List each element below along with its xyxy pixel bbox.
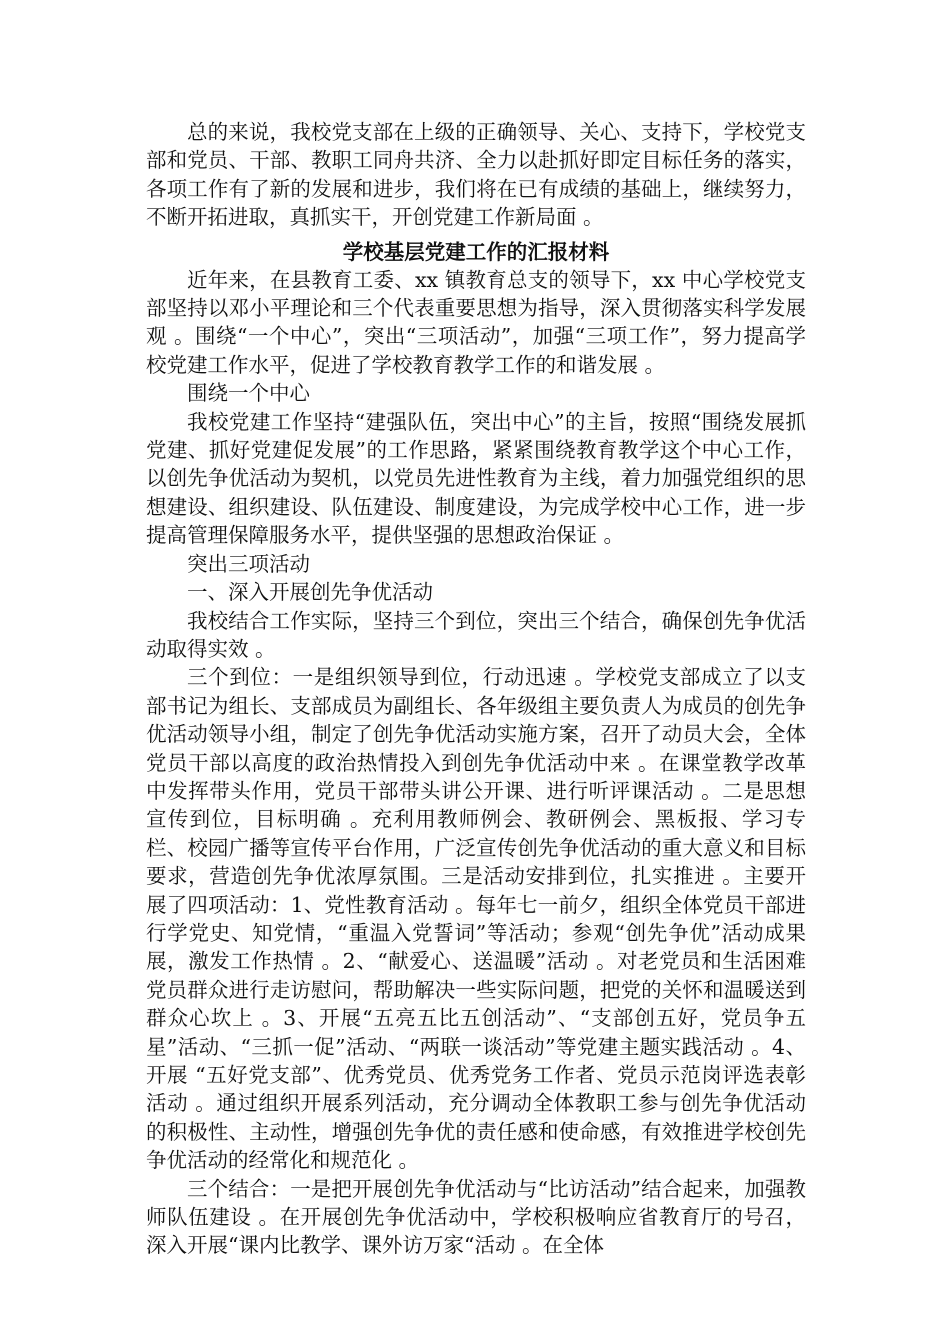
document-page <box>146 118 806 1260</box>
paragraph-three-combinations: 三个结合：一是把开展创先争优活动与“比访活动”结合起来，加强教师队伍建设 。在开展创先争优活动中，学校积极响应省教育厅的号召，深入开展“课内比教学、课外访万家“活动 。在全体 <box>146 1176 806 1258</box>
document-title: 学校基层党建工作的汇报材料 <box>342 239 610 264</box>
paragraph-three-in-place: 三个到位：一是组织领导到位，行动迅速 。学校党支部成立了以支部书记为组长、支部成员为副组长、各年级组主要负责人为成员的创先争优活动领导小组，制定了创先争优活动实施方案，召开了动员大会，全体党员干部以高度的政治热情投入到创先争优活动中来 。在课堂教学改革中发挥带头作用，党员干部带头讲公开课、进行听评课活动 。二是思想宣传到位，目标明确 。充利用教师例会、教研例会、黑板报、学习专栏、校园广播等宣传平台作用，广泛宣传创先争优活动的重大意义和目标要求，营造创先争优浓厚氛围。三是活动安排到位，扎实推进 。主要开展了四项活动：1、党性教育活动 。每年七一前夕，组织全体党员干部进行学党史、知党情，“重温入党誓词”等活动；参观“创先争优”活动成果展，激发工作热情 。2、“献爱心、送温暖”活动 。对老党员和生活困难党员群众进行走访慰问，帮助解决一些实际问题，把党的关怀和温暖送到群众心坎上 。3、开展“五亮五比五创活动”、“支部创五好，党员争五星”活动、“三抓一促”活动、“两联一谈活动”等党建主题实践活动 。4、开展 “五好党支部”、优秀党员、优秀党务工作者、党员示范岗评选表彰活动 。通过组织开展系列活动，充分调动全体教职工参与创先争优活动的积极性、主动性，增强创先争优的责任感和使命感，有效推进学校创先争优活动的经常化和规范化 。 <box>146 665 806 1173</box>
paragraph-one-center: 我校党建工作坚持“建强队伍，突出中心”的主旨，按照“围绕发展抓党建、抓好党建促发展”的工作思路，紧紧围绕教育教学这个中心工作，以创先争优活动为契机，以党员先进性教育为主线，着力加强党组织的思想建设、组织建设、队伍建设、制度建设，为完成学校中心工作，进一步提高管理保障服务水平，提供坚强的思想政治保证 。 <box>146 409 806 548</box>
heading-activity-one: 一、深入开展创先争优活动 <box>187 580 433 605</box>
paragraph-overview: 近年来，在县教育工委、xx 镇教育总支的领导下，xx 中心学校党支部坚持以邓小平理论和三个代表重要思想为指导，深入贯彻落实科学发展观 。围绕“一个中心”，突出“三项活动”，加强“三项工作”，努力提高学校党建工作水平，促进了学校教育教学工作的和谐发展 。 <box>146 267 806 377</box>
intro-paragraph: 总的来说，我校党支部在上级的正确领导、关心、支持下，学校党支部和党员、干部、教职工同舟共济、全力以赴抓好即定目标任务的落实，各项工作有了新的发展和进步，我们将在已有成绩的基础上，继续努力，不断开拓进取，真抓实干，开创党建工作新局面 。 <box>146 120 806 230</box>
heading-three-activities: 突出三项活动 <box>187 551 310 576</box>
paragraph-activity-summary: 我校结合工作实际，坚持三个到位，突出三个结合，确保创先争优活动取得实效 。 <box>146 608 806 661</box>
heading-one-center: 围绕一个中心 <box>187 381 310 406</box>
